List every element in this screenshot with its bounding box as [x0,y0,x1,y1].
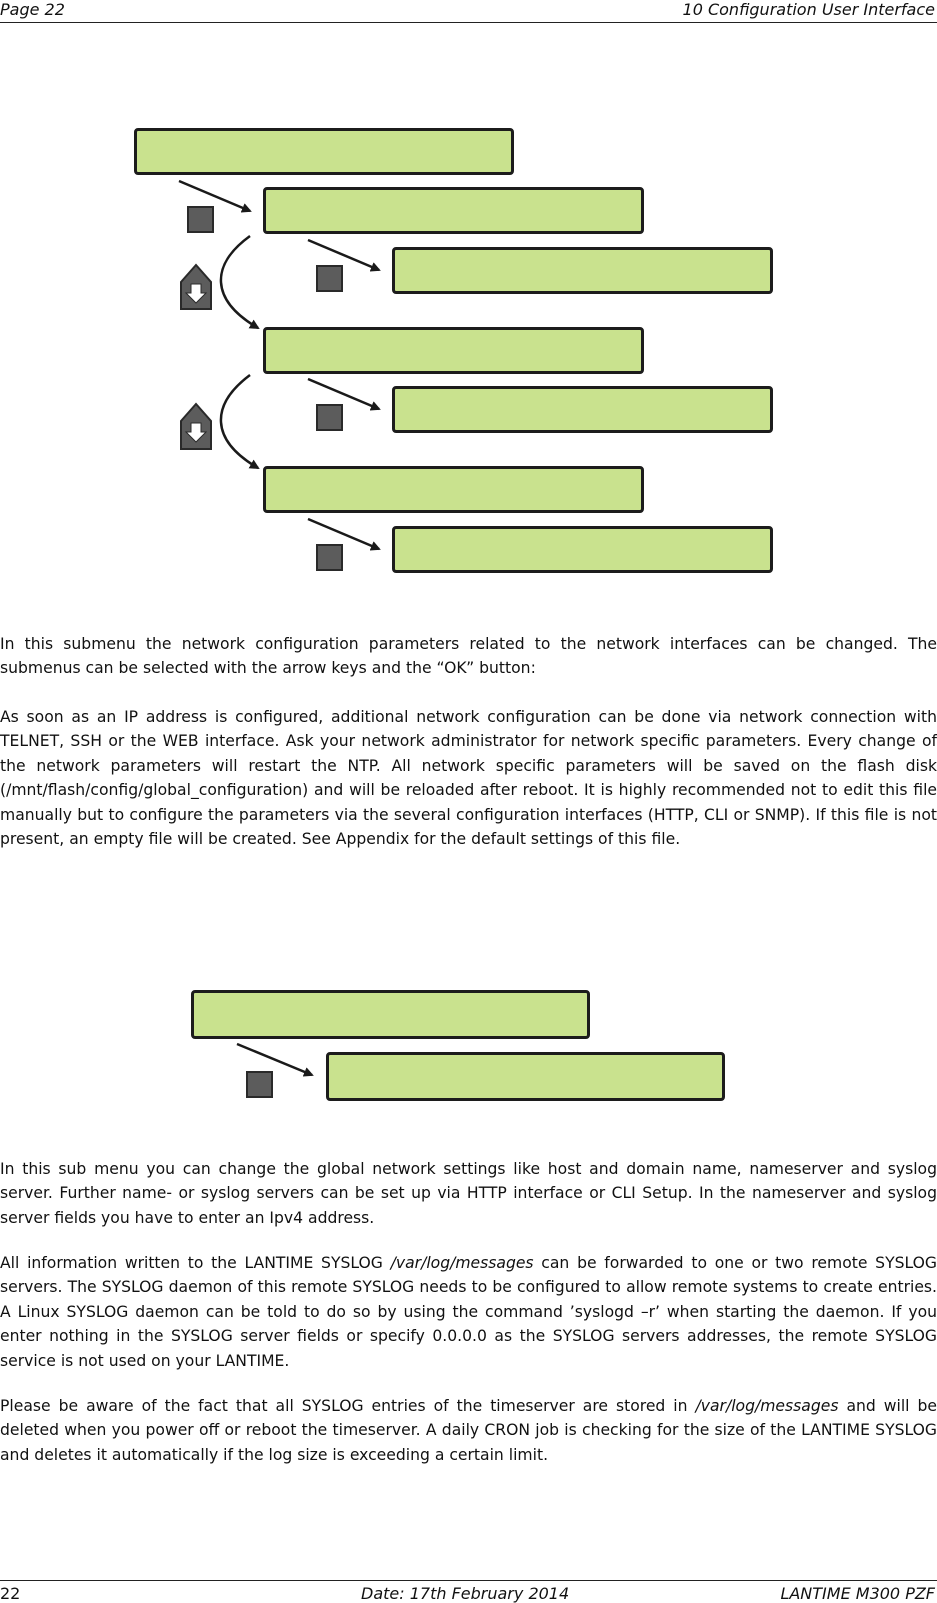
down-arrow-key-icon [181,265,211,309]
enter-arrow [308,240,379,270]
footer-date: Date: 17th February 2014 [361,1584,570,1603]
paragraph-network-config: As soon as an IP address is configured, additional network configuration can be done via network connection with TELNET, SSH or the WEB interface. Ask your network administrator for network specific parameters. Every change of the network parameters will restart the NTP. All network specific parameters will be saved on the flash disk (/mnt/flash/config/global_configuration) and will be reloaded after reboot. It is highly recommended not to edit this file manually but to configure the parameters via the several configuration interfaces (HTTP, CLI or SNMP). If this file is not present, an empty file will be created. See Appendix for the default settings of this file. [0,708,937,849]
page-label: Page 22 [0,0,65,19]
enter-arrow [308,379,379,409]
footer-product: LANTIME M300 PZF [780,1584,935,1603]
paragraph-global-settings: In this sub menu you can change the global network settings like host and domain name, nameserver and syslog server. Further name- or syslog servers can be set up via HTTP interface or CLI Setup. In the nameserver and syslog server fields you have to enter an Ipv4 address. [0,1160,937,1227]
paragraph-syslog-forwarding: All information written to the LANTIME SYSLOG /var/log/messages can be forwarded to one or two remote SYSLOG servers. The SYSLOG daemon of this remote SYSLOG needs to be configured to allow remote systems to create entries. A Linux SYSLOG daemon can be told to do so by using the command ’syslogd –r’ when starting the daemon. If you enter nothing in the SYSLOG server fields or specify 0.0.0.0 as the SYSLOG servers addresses, the remote SYSLOG service is not used on your LANTIME. [0,1254,937,1370]
lcd-display-global-config [326,1052,725,1101]
enter-arrow [179,181,250,211]
syslog-path: /var/log/messages [695,1397,839,1415]
down-arrow-key-icon [181,404,211,449]
enter-arrow [308,519,379,549]
lcd-display-network-menu [191,990,590,1039]
paragraph-network-intro: In this submenu the network configuration parameters related to the network interfaces can be changed. The submenus can be selected with the arrow keys and the “OK” button: [0,635,937,678]
footer-page-number: 22 [0,1584,21,1603]
syslog-path: /var/log/messages [390,1254,534,1272]
paragraph-syslog-storage: Please be aware of the fact that all SYSLOG entries of the timeserver are stored in /var/log/messages and will be deleted when you power off or reboot the timeserver. A daily CRON job is checking for the size of the LANTIME SYSLOG and deletes it automatically if the log size is exceeding a certain limit. [0,1397,937,1464]
section-title: 10 Configuration User Interface [682,0,935,19]
next-menu-curve-arrow [221,236,258,328]
next-menu-curve-arrow [221,375,258,468]
ok-key-icon [246,1071,273,1098]
diagram-connectors [0,0,937,620]
footer-rule [0,1580,937,1581]
